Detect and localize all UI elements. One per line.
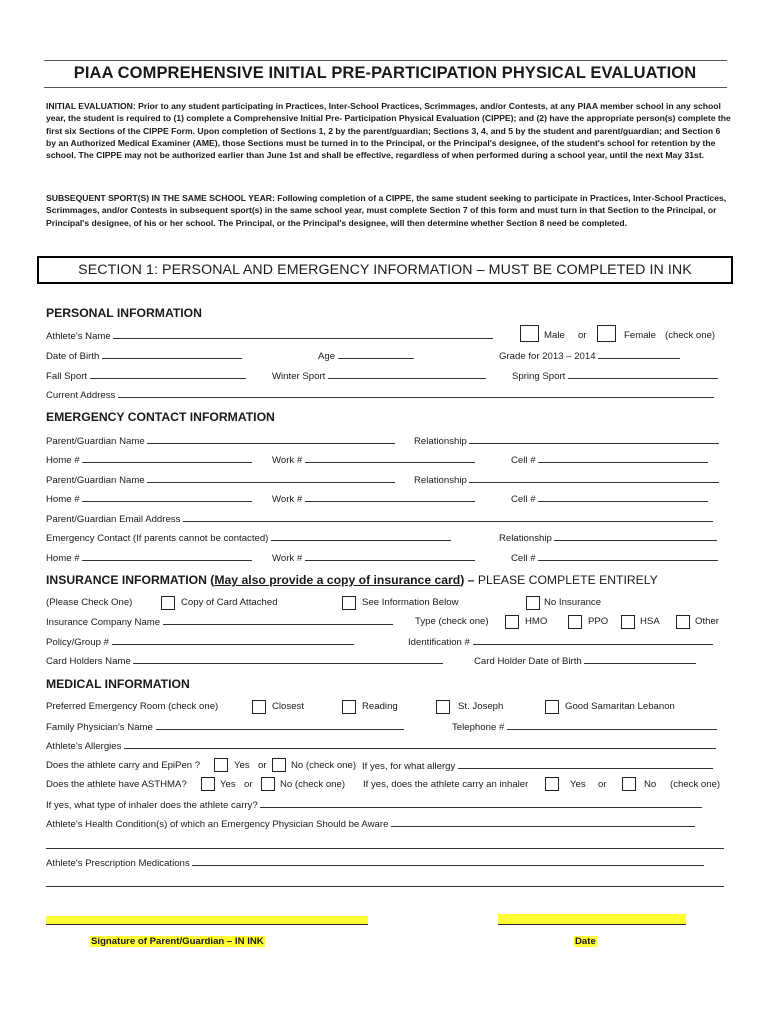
inhaler-or-label: or [598,779,607,790]
address-label: Current Address [46,390,116,401]
emergency-work-row [272,552,475,565]
insurance-heading [46,573,658,587]
form-title: PIAA COMPREHENSIVE INITIAL PRE-PARTICIPATION PHYSICAL EVALUATION [73,64,697,82]
winter-sport-row [272,370,486,383]
allergies-row [46,740,716,753]
male-label: Male [544,330,565,341]
parent-email-row [46,513,713,526]
identification-field[interactable] [473,636,713,645]
conditions-extra-line[interactable] [46,848,724,849]
emergency-cell-field[interactable] [538,552,718,561]
parent1-name-field[interactable] [147,435,395,444]
no-insurance-label: No Insurance [544,597,602,608]
medical-heading: MEDICAL INFORMATION [46,677,190,691]
parent2-name-field[interactable] [147,474,395,483]
good-samaritan-checkbox[interactable] [545,700,559,714]
parent1-work-field[interactable] [305,454,475,463]
insurance-heading-underlined: May also provide a copy of insurance card [214,573,461,587]
athlete-name-field[interactable] [113,330,493,339]
emergency-relationship-field[interactable] [554,532,717,541]
grade-row [499,350,680,363]
male-checkbox[interactable] [520,325,539,342]
insurance-company-field[interactable] [163,616,393,625]
prescriptions-row [46,857,704,870]
inhaler-check-one: (check one) [670,779,721,790]
dob-row [46,350,242,363]
parent2-cell-label: Cell # [511,494,536,505]
prescriptions-extra-line[interactable] [46,886,724,887]
holder-dob-label: Card Holder Date of Birth [474,656,582,667]
holder-name-row [46,655,443,668]
conditions-field[interactable] [391,818,695,827]
good-samaritan-label: Good Samaritan Lebanon [565,701,675,712]
emergency-home-label: Home # [46,553,80,564]
emergency-heading: EMERGENCY CONTACT INFORMATION [46,410,275,424]
winter-sport-field[interactable] [328,370,486,379]
parent2-home-label: Home # [46,494,80,505]
fall-sport-field[interactable] [90,370,246,379]
holder-dob-row [474,655,696,668]
grade-field[interactable] [598,350,680,359]
parent2-work-row [272,493,475,506]
parent1-work-row [272,454,475,467]
hmo-checkbox[interactable] [505,615,519,629]
policy-field[interactable] [112,636,354,645]
parent2-home-row [46,493,252,506]
parent1-home-row [46,454,252,467]
parent2-cell-field[interactable] [538,493,708,502]
asthma-yes-checkbox[interactable] [201,777,215,791]
reading-label: Reading [362,701,398,712]
parent2-relationship-row [414,474,719,487]
prescriptions-field[interactable] [192,857,704,866]
parent2-name-label: Parent/Guardian Name [46,475,145,486]
allergy-if-yes-field[interactable] [458,760,713,769]
parent1-name-label: Parent/Guardian Name [46,436,145,447]
date-label: Date [575,936,596,947]
preferred-er-label: Preferred Emergency Room (check one) [46,701,219,712]
epipen-question: Does the athlete carry and EpiPen ? [46,760,201,771]
initial-evaluation-paragraph: INITIAL EVALUATION: Prior to any student participating in Practices, Inter-School Practices, Scrimmages, and/or Contests, at any PIAA member school in any school year, the student is required to (1) complete a Comprehensive Initial Pre- Participation Physical Evaluation (CIPPE); and (2) have the appropriate person(s) complete the first six Sections of the CIPPE Form. Upon completion of Sections 1, 2 by the parent/guardian; Sections 3, 4, and 5 by the student and parent/guardian; and Section 6 by an Authorized Medical Examiner (AME), those Sections must be turned in to the Principal, or the Principal's designee, of the student's school for retention by the school. The CIPPE may not be authorized earlier than June 1st and shall be effective, regardless of when performed during a school year, until the next May 31st. [46,101,731,161]
conditions-label: Athlete's Health Condition(s) of which an Emergency Physician Should be Aware [46,819,389,830]
emergency-cell-label: Cell # [511,553,536,564]
insurance-heading-a: INSURANCE INFORMATION ( [46,573,215,587]
parent1-home-label: Home # [46,455,80,466]
allergies-label: Athlete's Allergies [46,741,122,752]
parent2-relationship-field[interactable] [469,474,719,483]
other-label: Other [695,616,719,627]
conditions-row [46,818,695,831]
section1-header [37,256,733,284]
telephone-row [452,721,717,734]
emergency-cell-row [511,552,718,565]
allergies-field[interactable] [124,740,716,749]
fall-sport-label: Fall Sport [46,371,88,382]
parent1-relationship-label: Relationship [414,436,467,447]
athlete-name-row [46,330,493,343]
emergency-contact-label: Emergency Contact (If parents cannot be contacted) [46,533,269,544]
identification-label: Identification # [408,637,470,648]
st-joseph-checkbox[interactable] [436,700,450,714]
female-checkbox[interactable] [597,325,616,342]
grade-label: Grade for 2013 – 2014 [499,351,596,362]
copy-attached-checkbox[interactable] [161,596,175,610]
please-check-label: (Please Check One) [46,597,133,608]
signature-label: Signature of Parent/Guardian – IN INK [91,936,264,947]
see-info-label: See Information Below [362,597,459,608]
asthma-yes-label: Yes [220,779,236,790]
inhaler-yes-checkbox[interactable] [545,777,559,791]
spring-sport-field[interactable] [568,370,718,379]
inhaler-no-checkbox[interactable] [622,777,636,791]
dob-field[interactable] [102,350,242,359]
parent1-cell-label: Cell # [511,455,536,466]
parent2-cell-row [511,493,708,506]
address-field[interactable] [118,389,714,398]
emergency-home-field[interactable] [82,552,252,561]
emergency-contact-field[interactable] [271,532,451,541]
insurance-heading-c: PLEASE COMPLETE ENTIRELY [477,573,658,587]
athlete-name-label: Athlete's Name [46,331,111,342]
ppo-checkbox[interactable] [568,615,582,629]
age-field[interactable] [338,350,414,359]
title-rule [44,87,727,88]
holder-dob-field[interactable] [584,655,696,664]
other-checkbox[interactable] [676,615,690,629]
epipen-yes-checkbox[interactable] [214,758,228,772]
hsa-label: HSA [640,616,660,627]
insurance-heading-b: ) – [460,573,478,587]
parent1-home-field[interactable] [82,454,252,463]
emergency-home-row [46,552,252,565]
address-row [46,389,714,402]
epipen-or-label: or [258,760,267,771]
emergency-work-label: Work # [272,553,303,564]
subsequent-sport-paragraph: SUBSEQUENT SPORT(S) IN THE SAME SCHOOL YEAR: Following completion of a CIPPE, the same student seeking to participate in Practices, Inter-School Practices, Scrimmages, and/or Contests in subsequent sport(s) in the same school year, must complete Section 7 of this form and must turn in that Section to the Principal, or Principal's designee, of his or her school. The Principal, or the Principal's designee, will then determine whether Section 8 need be completed. [46,193,727,228]
asthma-or-label: or [244,779,253,790]
section1-title: SECTION 1: PERSONAL AND EMERGENCY INFORMATION – MUST BE COMPLETED IN INK [78,262,692,278]
emergency-contact-row [46,532,451,545]
physician-field[interactable] [156,721,404,730]
inhaler-type-label: If yes, what type of inhaler does the athlete carry? [46,800,258,811]
closest-checkbox[interactable] [252,700,266,714]
date-line[interactable] [498,914,686,925]
asthma-question: Does the athlete have ASTHMA? [46,779,187,790]
policy-row [46,636,354,649]
closest-label: Closest [272,701,304,712]
inhaler-type-field[interactable] [260,799,702,808]
parent2-name-row [46,474,395,487]
top-rule [44,60,727,61]
insurance-company-label: Insurance Company Name [46,617,161,628]
parent1-cell-row [511,454,708,467]
allergy-if-yes-label: If yes, for what allergy [362,761,456,772]
parent1-work-label: Work # [272,455,303,466]
dob-label: Date of Birth [46,351,100,362]
parent1-cell-field[interactable] [538,454,708,463]
telephone-field[interactable] [507,721,717,730]
gender-check-one: (check one) [665,330,716,341]
spring-sport-label: Spring Sport [512,371,566,382]
parent1-name-row [46,435,395,448]
parent1-relationship-row [414,435,719,448]
epipen-yes-label: Yes [234,760,250,771]
female-label: Female [624,330,656,341]
or-label: or [578,330,587,341]
inhaler-yes-label: Yes [570,779,586,790]
epipen-no-label: No (check one) [291,760,357,771]
parent2-work-field[interactable] [305,493,475,502]
epipen-no-checkbox[interactable] [272,758,286,772]
holder-name-field[interactable] [133,655,443,664]
identification-row [408,636,713,649]
personal-info-heading: PERSONAL INFORMATION [46,306,202,320]
physician-row [46,721,404,734]
asthma-no-checkbox[interactable] [261,777,275,791]
insurance-type-label: Type (check one) [415,616,489,627]
no-insurance-checkbox[interactable] [526,596,540,610]
inhaler-type-row [46,799,702,812]
age-label: Age [318,351,336,362]
emergency-relationship-label: Relationship [499,533,552,544]
insurance-company-row [46,616,393,629]
signature-line[interactable] [46,916,368,925]
inhaler-no-label: No [644,779,657,790]
reading-checkbox[interactable] [342,700,356,714]
parent-email-label: Parent/Guardian Email Address [46,514,181,525]
age-row [318,350,414,363]
parent-email-field[interactable] [183,513,713,522]
parent2-home-field[interactable] [82,493,252,502]
see-info-checkbox[interactable] [342,596,356,610]
st-joseph-label: St. Joseph [458,701,504,712]
physician-label: Family Physician's Name [46,722,153,733]
ppo-label: PPO [588,616,609,627]
telephone-label: Telephone # [452,722,505,733]
emergency-relationship-row [499,532,717,545]
copy-attached-label: Copy of Card Attached [181,597,278,608]
hsa-checkbox[interactable] [621,615,635,629]
spring-sport-row [512,370,718,383]
allergy-if-yes-row [362,760,713,773]
hmo-label: HMO [525,616,548,627]
fall-sport-row [46,370,246,383]
parent1-relationship-field[interactable] [469,435,719,444]
emergency-work-field[interactable] [305,552,475,561]
parent2-relationship-label: Relationship [414,475,467,486]
prescriptions-label: Athlete's Prescription Medications [46,858,190,869]
asthma-no-label: No (check one) [280,779,346,790]
inhaler-if-yes-label: If yes, does the athlete carry an inhaler [363,779,529,790]
holder-name-label: Card Holders Name [46,656,131,667]
parent2-work-label: Work # [272,494,303,505]
winter-sport-label: Winter Sport [272,371,326,382]
policy-label: Policy/Group # [46,637,109,648]
